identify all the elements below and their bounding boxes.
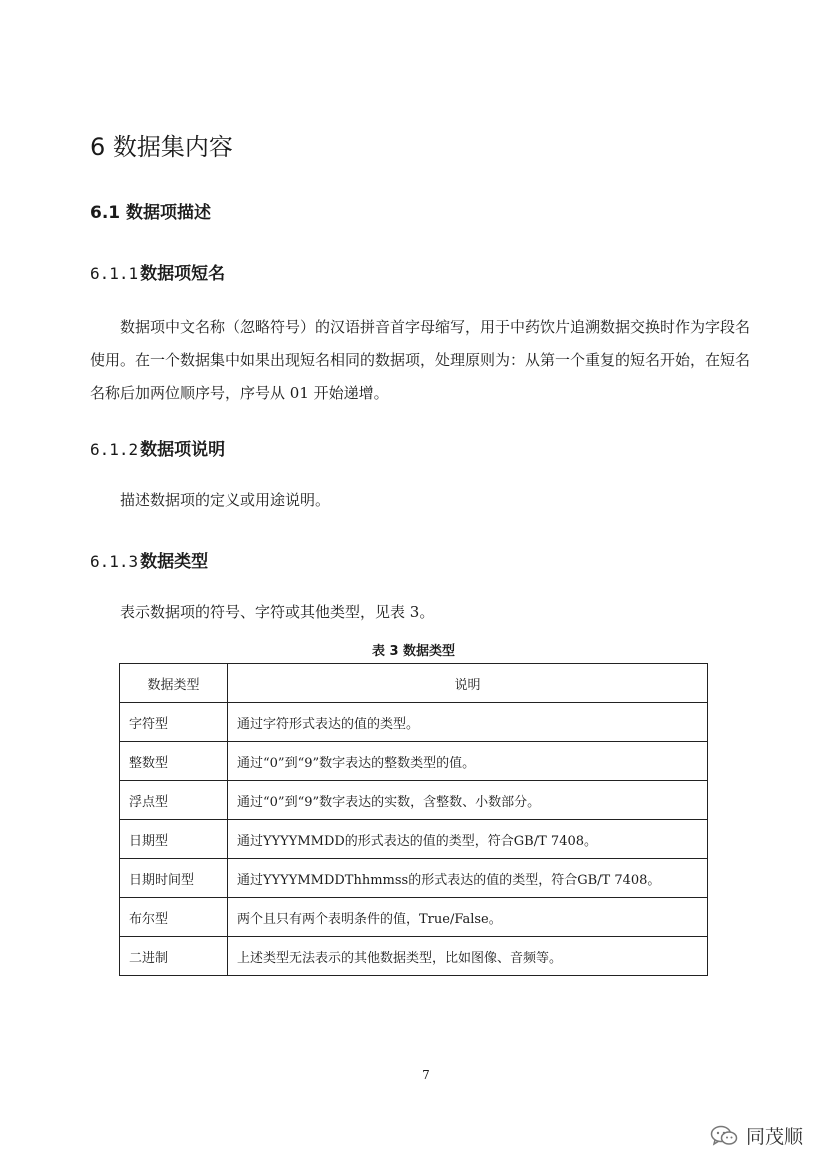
- table-row: [120, 742, 708, 781]
- description-cell: 通过YYYYMMDD的形式表达的值的类型，符合GB/T 7408。: [228, 820, 708, 859]
- description-cell: 两个且只有两个表明条件的值，True/False。: [228, 898, 708, 937]
- watermark: [710, 1122, 803, 1149]
- page-number: 7: [422, 1068, 430, 1082]
- description-cell: 通过“0”到“9”数字表达的实数，含整数、小数部分。: [228, 781, 708, 820]
- description-cell: 通过字符形式表达的值的类型。: [228, 703, 708, 742]
- type-cell: 字符型: [120, 703, 228, 742]
- type-cell: 二进制: [120, 937, 228, 976]
- paragraph-data-type: [90, 596, 750, 629]
- paragraph-short-name: [90, 311, 750, 410]
- type-cell: 整数型: [120, 742, 228, 781]
- description-cell: 通过YYYYMMDDThhmmss的形式表达的值的类型，符合GB/T 7408。: [228, 859, 708, 898]
- description-cell: 通过“0”到“9”数字表达的整数类型的值。: [228, 742, 708, 781]
- paragraph-text: 描述数据项的定义或用途说明。: [120, 491, 331, 509]
- header-data-type: 数据类型: [120, 664, 228, 703]
- chapter-heading: 6 数据集内容: [90, 133, 233, 161]
- subsection-heading-short-name: [90, 259, 225, 284]
- table-row: [120, 703, 708, 742]
- table-row: [120, 937, 708, 976]
- type-cell: 日期型: [120, 820, 228, 859]
- subsection-title: 数据类型: [140, 552, 209, 572]
- subsection-number: 6.1.2: [90, 440, 139, 459]
- paragraph-text: 数据项中文名称（忽略符号）的汉语拼音首字母缩写，用于中药饮片追溯数据交换时作为字段名使用。在一个数据集中如果出现短名相同的数据项，处理原则为：从第一个重复的短名开始，在短名名称后加两位顺序号，序号从 01 开始递增。: [90, 318, 751, 402]
- paragraph-text: 表示数据项的符号、字符或其他类型，见表 3。: [120, 603, 435, 621]
- type-cell: 布尔型: [120, 898, 228, 937]
- description-cell: 上述类型无法表示的其他数据类型，比如图像、音频等。: [228, 937, 708, 976]
- section-heading: 6.1 数据项描述: [90, 203, 212, 223]
- watermark-name: 同茂顺: [746, 1126, 804, 1148]
- table-row: [120, 859, 708, 898]
- subsection-number: 6.1.3: [90, 552, 139, 571]
- table-row: [120, 898, 708, 937]
- table-caption: 表 3 数据类型: [371, 644, 456, 659]
- wechat-icon: [710, 1125, 738, 1147]
- table-row: [120, 781, 708, 820]
- subsection-heading-description: [90, 435, 225, 460]
- table-header-row: [120, 664, 708, 703]
- data-type-table: [119, 663, 708, 976]
- subsection-number: 6.1.1: [90, 264, 139, 283]
- type-cell: 浮点型: [120, 781, 228, 820]
- subsection-heading-data-type: [90, 547, 208, 572]
- table-row: [120, 820, 708, 859]
- paragraph-description: [90, 484, 750, 517]
- type-cell: 日期时间型: [120, 859, 228, 898]
- header-description: 说明: [228, 664, 708, 703]
- subsection-title: 数据项短名: [140, 264, 226, 284]
- subsection-title: 数据项说明: [140, 440, 226, 460]
